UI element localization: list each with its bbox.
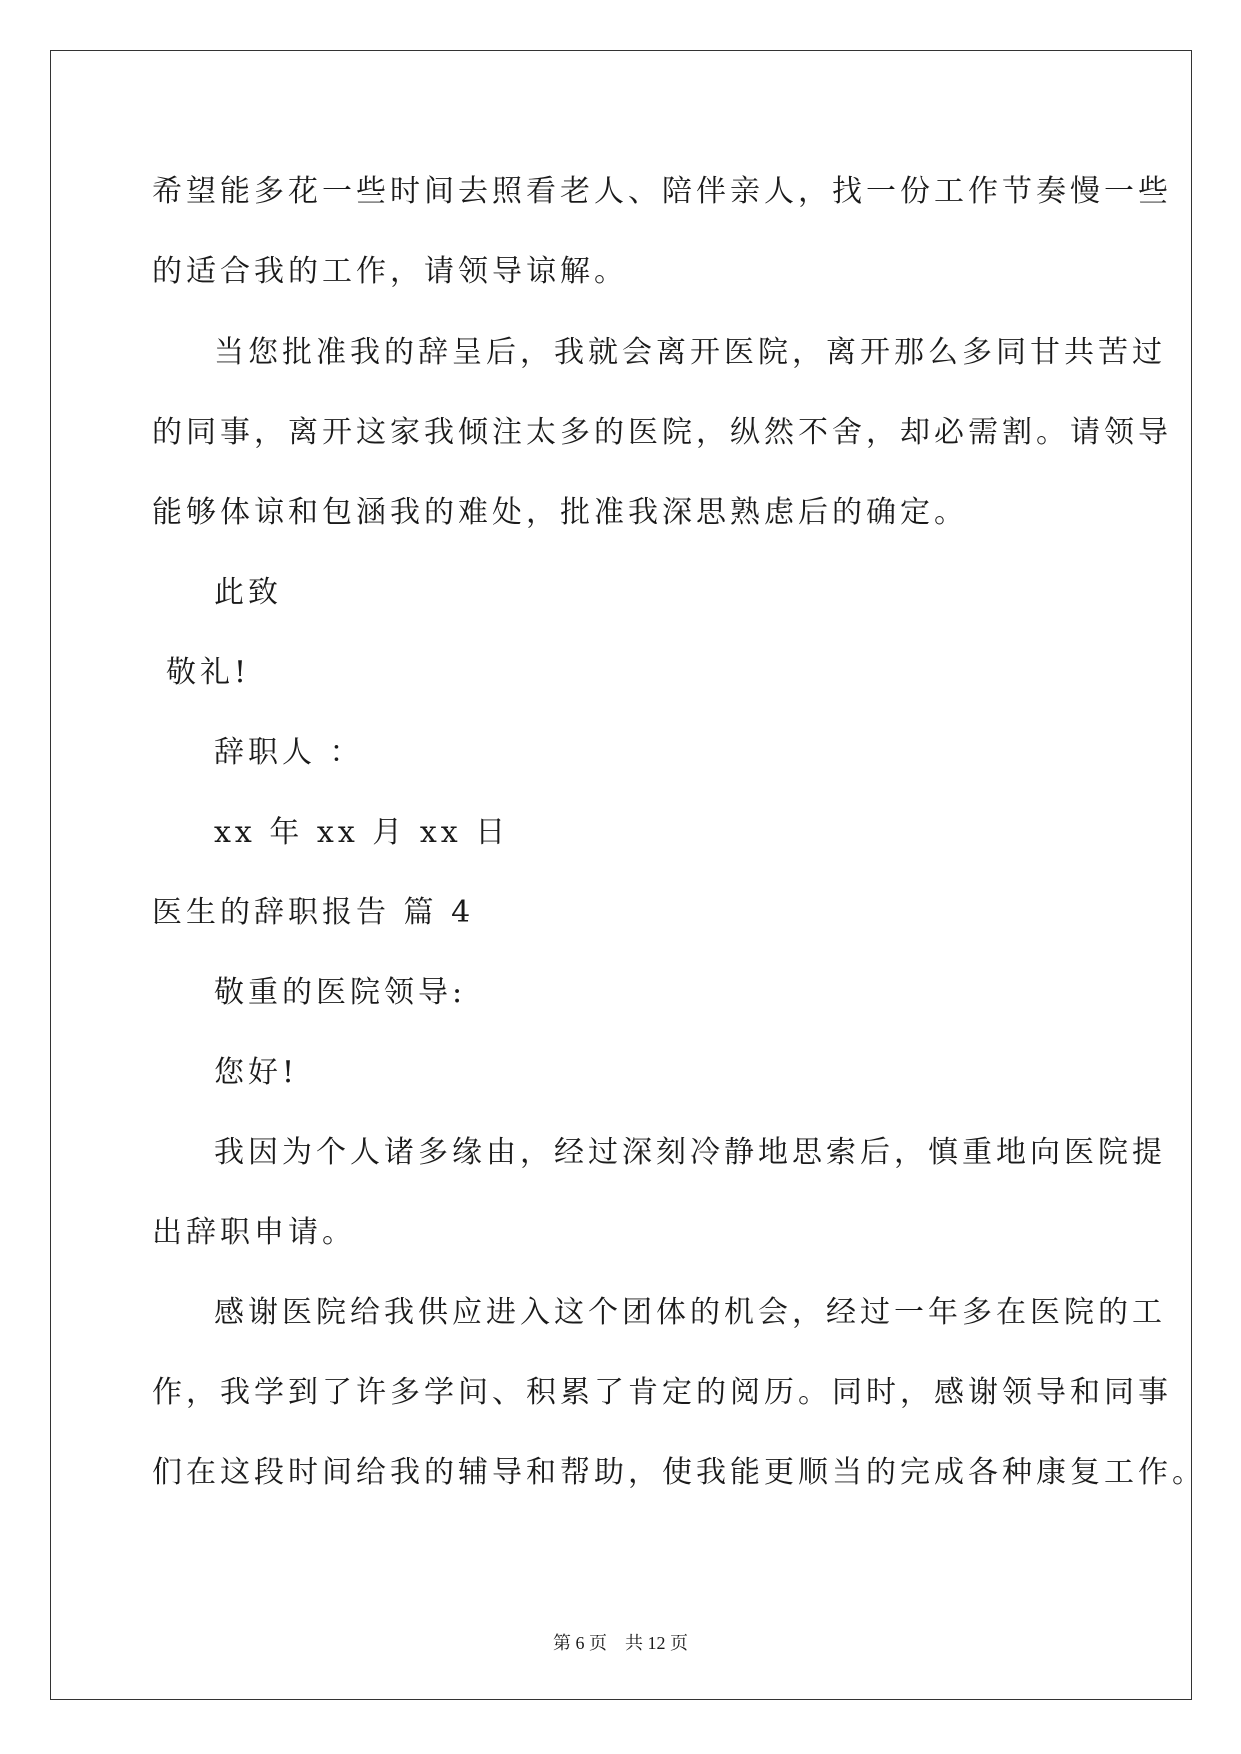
body-line: 当您批准我的辞呈后，我就会离开医院，离开那么多同甘共苦过 xyxy=(214,335,1166,370)
page-number: 第 6 页 共 12 页 xyxy=(553,1633,688,1653)
greeting-line: 敬重的医院领导: xyxy=(214,975,467,1010)
body-line: 的同事，离开这家我倾注太多的医院，纵然不舍，却必需割。请领导 xyxy=(152,415,1172,450)
body-line: 我因为个人诸多缘由，经过深刻冷静地思索后，慎重地向医院提 xyxy=(214,1135,1166,1170)
body-line: 能够体谅和包涵我的难处，批准我深思熟虑后的确定。 xyxy=(152,495,968,530)
body-line: 感谢医院给我供应进入这个团体的机会，经过一年多在医院的工 xyxy=(214,1295,1166,1330)
greeting-line: 您好! xyxy=(214,1055,299,1090)
closing-regards: 敬礼! xyxy=(166,655,251,690)
body-line: 的适合我的工作，请领导谅解。 xyxy=(152,254,628,289)
signature-line: 辞职人 ： xyxy=(214,735,364,770)
closing-salutation: 此致 xyxy=(214,575,282,610)
body-line: 作，我学到了许多学问、积累了肯定的阅历。同时，感谢领导和同事 xyxy=(152,1375,1172,1410)
body-line: 希望能多花一些时间去照看老人、陪伴亲人，找一份工作节奏慢一些 xyxy=(152,174,1172,209)
section-heading: 医生的辞职报告 篇 4 xyxy=(152,895,475,930)
body-line: 出辞职申请。 xyxy=(152,1215,356,1250)
body-line: 们在这段时间给我的辅导和帮助，使我能更顺当的完成各种康复工作。 xyxy=(152,1455,1206,1490)
date-line: xx 年 xx 月 xx 日 xyxy=(214,815,510,850)
